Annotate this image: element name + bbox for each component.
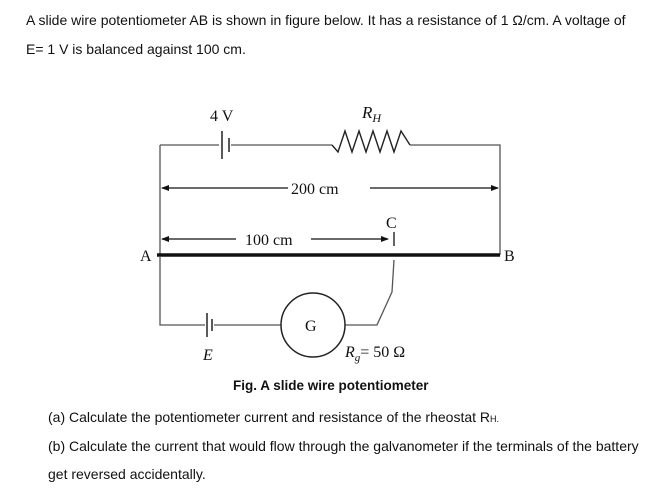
length-200cm-label: 200 cm <box>291 181 339 198</box>
question-a: (a) Calculate the potentiometer current and resistance of the rheostat RH. <box>48 409 500 425</box>
end-b-label: B <box>504 248 515 265</box>
battery-label: 4 V <box>210 108 234 125</box>
rg-label: $R_g= 50$ Ω <box>345 344 406 364</box>
measurement-circuit <box>160 257 394 325</box>
length-100cm-label: 100 cm <box>245 232 293 249</box>
rheostat-symbol <box>332 131 410 152</box>
galvanometer-label: G <box>305 318 317 335</box>
cell-label: E <box>203 347 213 364</box>
battery-4v-symbol <box>222 131 229 159</box>
question-b: (b) Calculate the current that would flow through the galvanometer if the terminals of the battery get reversed accidentally. <box>48 438 639 482</box>
end-a-label: A <box>140 248 152 265</box>
figure-caption: Fig. A slide wire potentiometer <box>233 378 429 393</box>
jockey-label: C <box>386 215 397 232</box>
cell-e-symbol <box>207 313 212 337</box>
problem-intro: A slide wire potentiometer AB is shown in figure below. It has a resistance of 1 Ω/cm. A voltage of E= 1 V is balanced against 100 cm. <box>26 12 626 57</box>
rheostat-label: $R_H$ <box>362 103 382 125</box>
